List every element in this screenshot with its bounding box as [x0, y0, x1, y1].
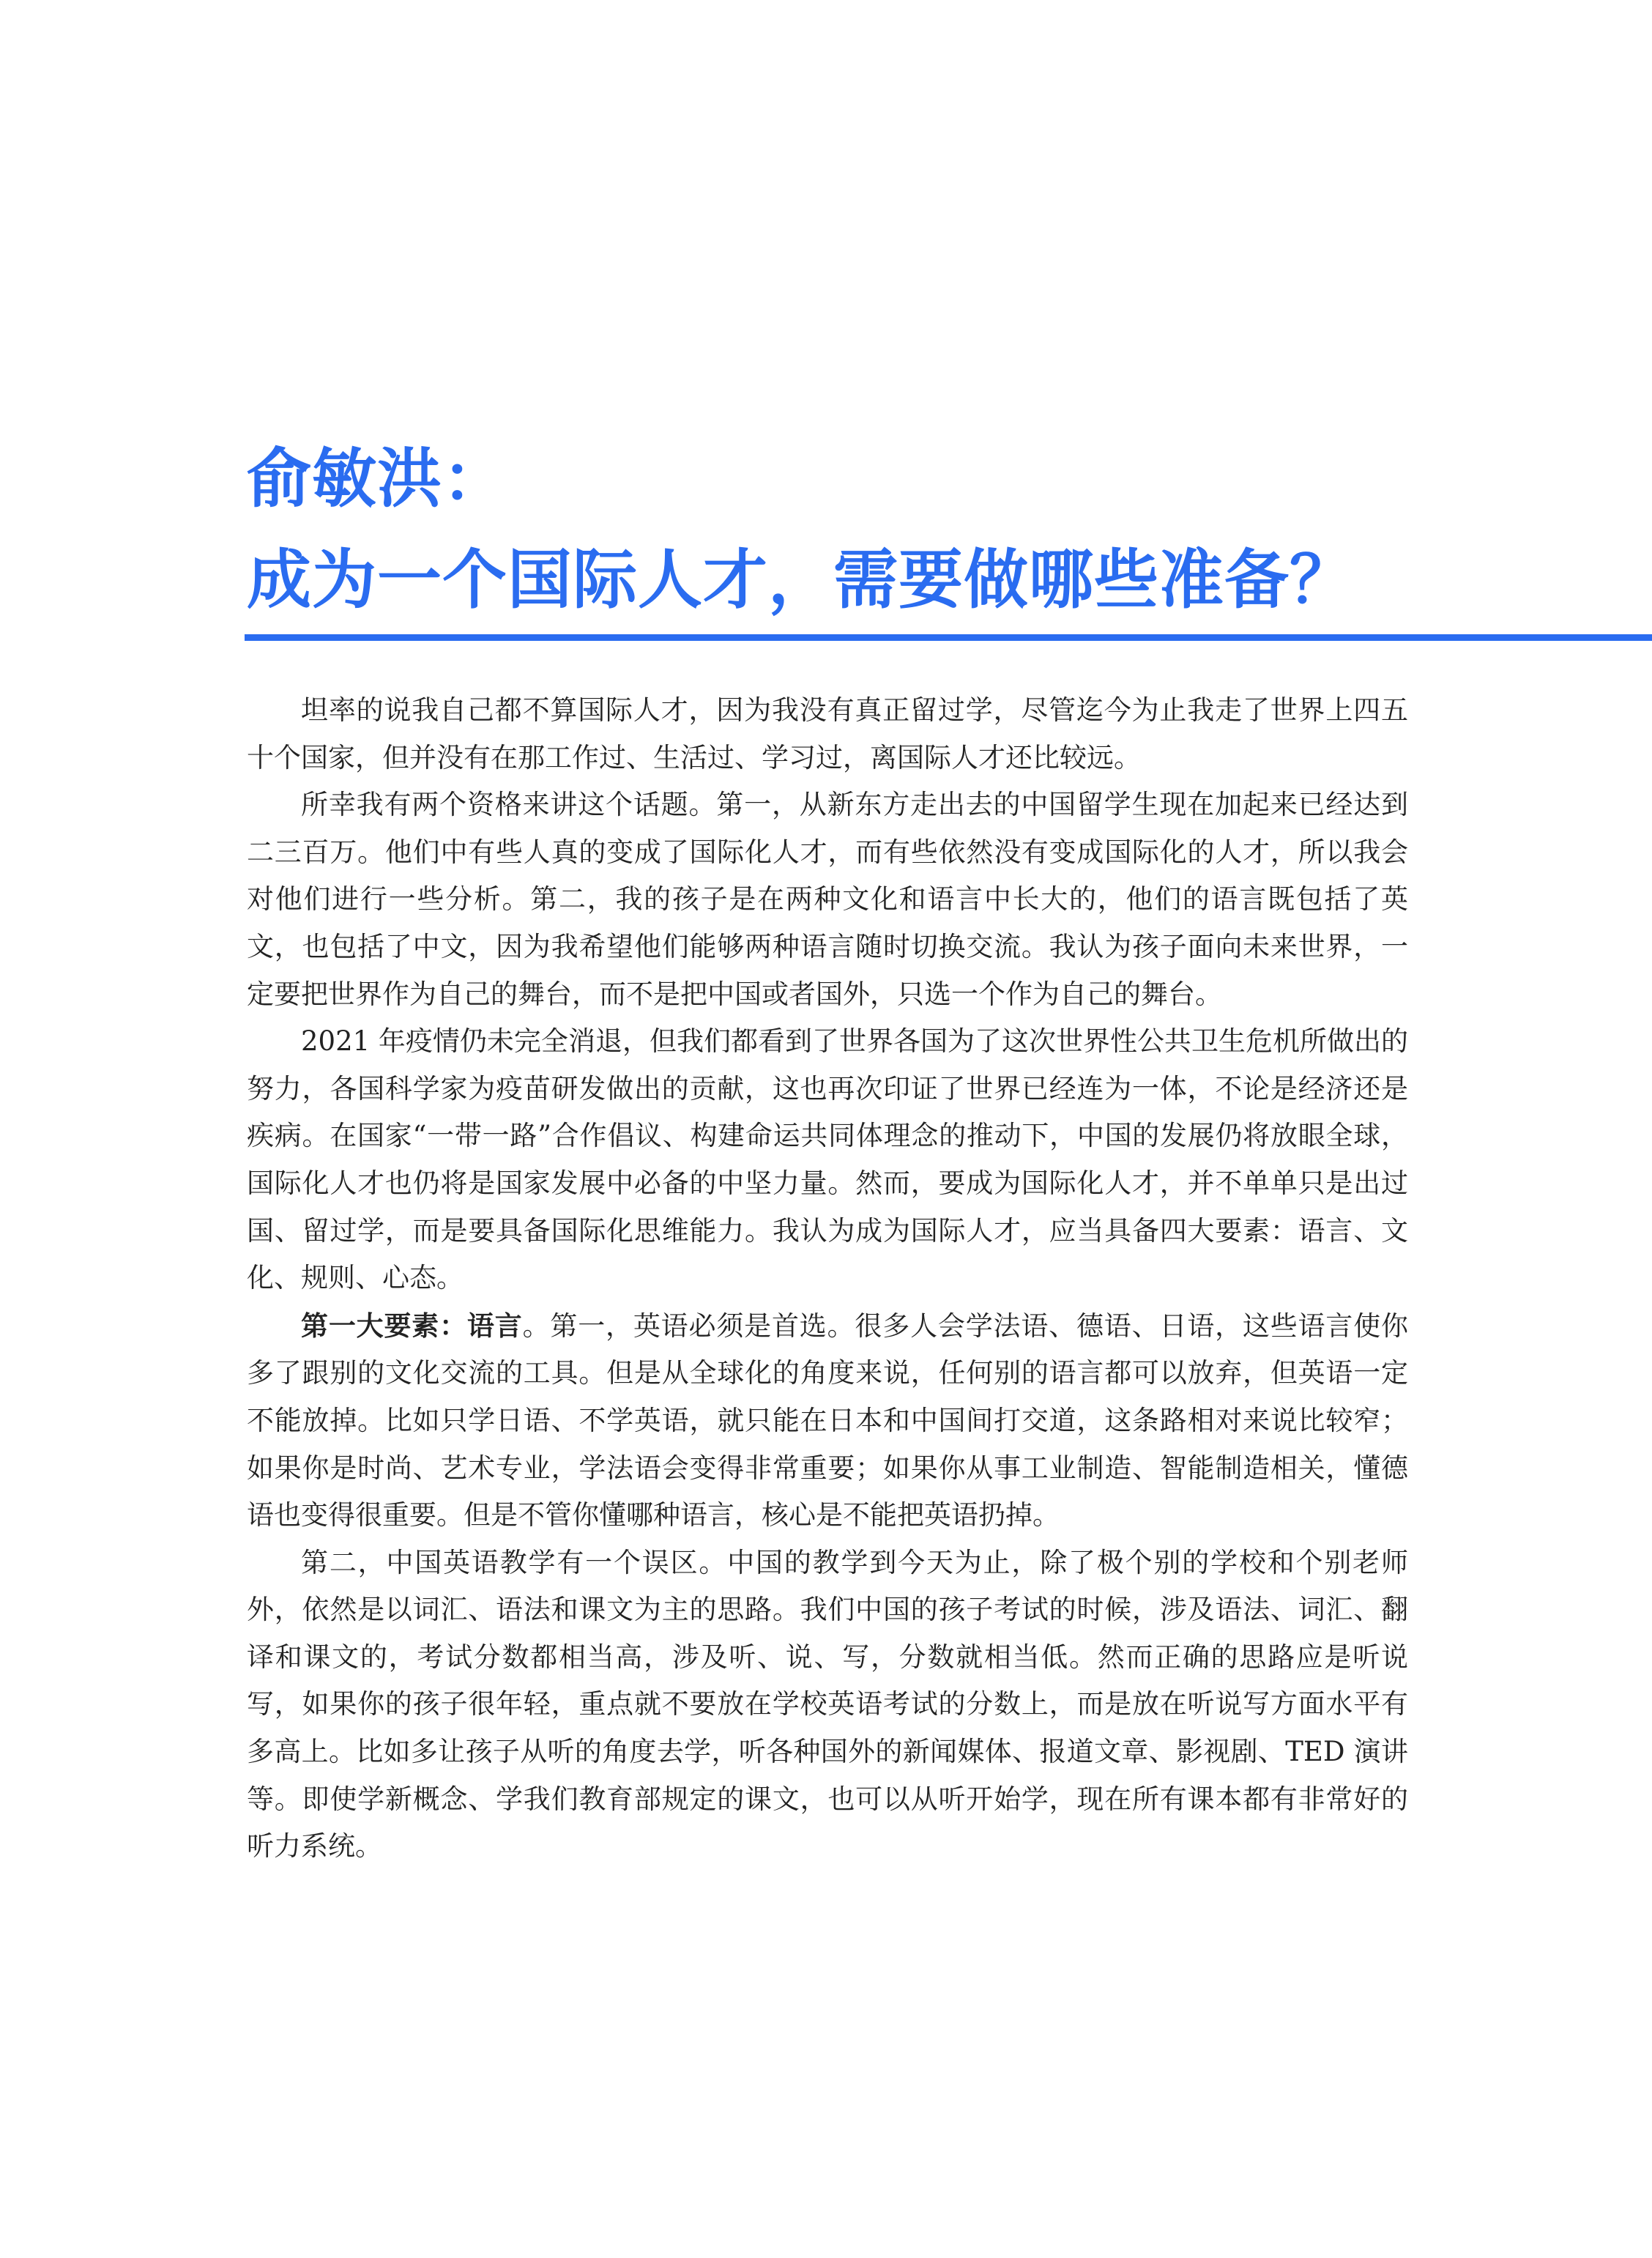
paragraph-text: 所幸我有两个资格来讲这个话题。第一，从新东方走出去的中国留学生现在加起来已经达到二三百万。他们中有些人真的变成了国际化人才，而有些依然没有变成国际化的人才，所以我会对他们进行一些分析。第二，我的孩子是在两种文化和语言中长大的，他们的语言既包括了英文，也包括了中文，因为我希望他们能够两种语言随时切换交流。我认为孩子面向未来世界，一定要把世界作为自己的舞台，而不是把中国或者国外，只选一个作为自己的舞台。	[247, 789, 1408, 1010]
paragraph-qualifications	[247, 781, 1408, 1018]
paragraph-intro	[247, 687, 1408, 781]
paragraph-text: 。第一，英语必须是首选。很多人会学法语、德语、日语，这些语言使你多了跟别的文化交流的工具。但是从全球化的角度来说，任何别的语言都可以放弃，但英语一定不能放掉。比如只学日语、不学英语，就只能在日本和中国间打交道，这条路相对来说比较窄；如果你是时尚、艺术专业，学法语会变得非常重要；如果你从事工业制造、智能制造相关，懂德语也变得很重要。但是不管你懂哪种语言，核心是不能把英语扔掉。	[247, 1310, 1409, 1531]
article-title	[247, 428, 1623, 631]
article-body	[247, 687, 1408, 1871]
paragraph-text: 第二，中国英语教学有一个误区。中国的教学到今天为止，除了极个别的学校和个别老师外，依然是以词汇、语法和课文为主的思路。我们中国的孩子考试的时候，涉及语法、词汇、翻译和课文的，考试分数都相当高，涉及听、说、写，分数就相当低。然而正确的思路应是听说写，如果你的孩子很年轻，重点就不要放在学校英语考试的分数上，而是放在听说写方面水平有多高上。比如多让孩子从听的角度去学，听各种国外的新闻媒体、报道文章、影视剧、TED 演讲等。即使学新概念、学我们教育部规定的课文，也可以从听开始学，现在所有课本都有非常好的听力系统。	[247, 1546, 1408, 1863]
paragraph-teaching	[247, 1540, 1408, 1871]
title-line-topic: 成为一个国际人才，需要做哪些准备？	[247, 542, 1355, 617]
paragraph-text: 2021 年疫情仍未完全消退，但我们都看到了世界各国为了这次世界性公共卫生危机所做出的努力，各国科学家为疫苗研发做出的贡献，这也再次印证了世界已经连为一体，不论是经济还是疾病。在国家“一带一路”合作倡议、构建命运共同体理念的推动下，中国的发展仍将放眼全球，国际化人才也仍将是国家发展中必备的中坚力量。然而，要成为国际化人才，并不单单只是出过国、留过学，而是要具备国际化思维能力。我认为成为国际人才，应当具备四大要素：语言、文化、规则、心态。	[247, 1025, 1408, 1294]
paragraph-text: 坦率的说我自己都不算国际人才，因为我没有真正留过学，尽管迄今为止我走了世界上四五十个国家，但并没有在那工作过、生活过、学习过，离国际人才还比较远。	[247, 694, 1408, 773]
paragraph-lead: 第一大要素：语言	[301, 1309, 523, 1342]
paragraph-context	[247, 1018, 1408, 1302]
title-divider	[245, 634, 1652, 641]
paragraph-language	[247, 1302, 1408, 1540]
title-line-author: 俞敏洪：	[247, 441, 508, 516]
